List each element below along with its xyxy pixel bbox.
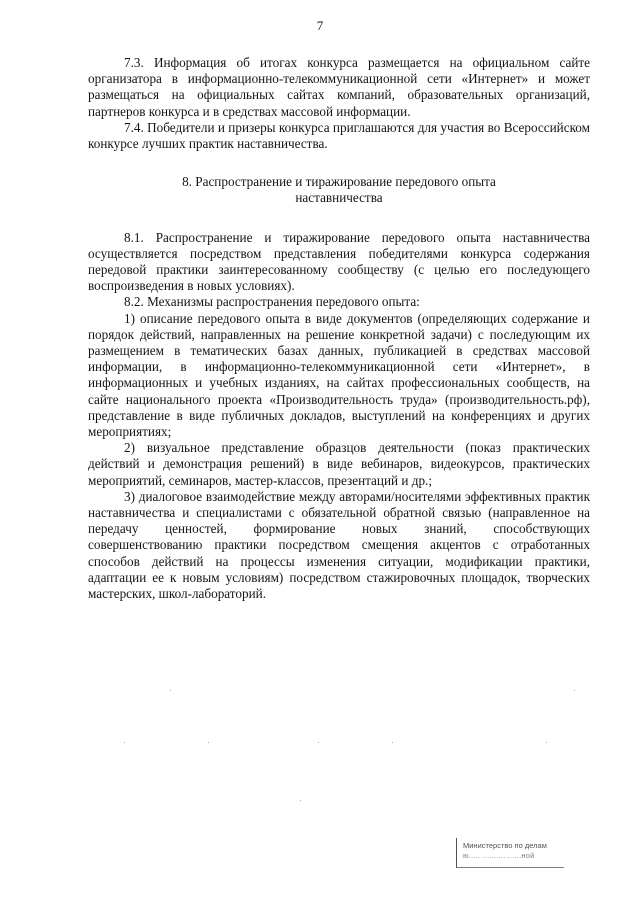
scan-speck bbox=[300, 800, 301, 801]
scan-speck bbox=[392, 742, 393, 743]
paragraph-8-1: 8.1. Распространение и тиражирование передового опыта наставничества осуществляется посредством представления победителями конкурса содержания передовой практики заинтересованному сообществу (с целью его последующего воспроизведения в новых условиях). bbox=[88, 229, 590, 294]
scan-speck bbox=[208, 742, 209, 743]
document-body bbox=[88, 55, 590, 602]
stamp-line-2: ю..... .......... ......ной bbox=[463, 851, 535, 860]
list-item-3: 3) диалоговое взаимодействие между авторами/носителями эффективных практик наставничества и специалистами с обязательной обратной связью (направленное на передачу ценностей, формирование новых знаний, способствующих совершенствованию практики посредством смещения акцентов с отработанных способов действий на процессы изменения ситуации, модификации практики, адаптации ее к новым условиям) посредством стажировочных площадок, творческих мастерских, школ-лабораторий. bbox=[88, 488, 590, 602]
list-item-1: 1) описание передового опыта в виде документов (определяющих содержание и порядок действий, направленных на решение конкретной задачи) с последующим их размещением в тематических базах данных, публикацией в средствах массовой информации, в информационно-телекоммуникационной сети «Интернет», в информационных и учебных изданиях, на сайтах профессиональных сообществ, на сайте национального проекта «Производительность труда» (производительность.рф), представление в виде публичных докладов, выступлений на конференциях и других мероприятиях; bbox=[88, 310, 590, 440]
paragraph-7-3: 7.3. Информация об итогах конкурса размещается на официальном сайте организатора в информационно-телекоммуникационной сети «Интернет» и может размещаться на официальных сайтах компаний, образовательных организаций, партнеров конкурса и в средствах массовой информации. bbox=[88, 55, 590, 119]
stamp-line-1: Министерство по делам bbox=[463, 841, 547, 850]
scan-speck bbox=[318, 742, 319, 743]
list-item-2: 2) визуальное представление образцов деятельности (показ практических действий и демонстрация решений) в виде вебинаров, видеокурсов, практических мероприятий, семинаров, мастер-классов, презентаций и др.; bbox=[88, 440, 590, 488]
scan-speck bbox=[546, 742, 547, 743]
page-number: 7 bbox=[316, 18, 324, 33]
paragraph-7-4: 7.4. Победители и призеры конкурса приглашаются для участия во Всероссийском конкурсе лучших практик наставничества. bbox=[88, 119, 590, 152]
section-8-heading: 8. Распространение и тиражирование передового опыта наставничества bbox=[182, 174, 496, 206]
scan-speck bbox=[170, 690, 171, 691]
ministry-stamp bbox=[456, 838, 564, 868]
paragraph-8-2: 8.2. Механизмы распространения передового опыта: bbox=[124, 294, 420, 310]
scan-speck bbox=[574, 690, 575, 691]
scan-speck bbox=[124, 742, 125, 743]
